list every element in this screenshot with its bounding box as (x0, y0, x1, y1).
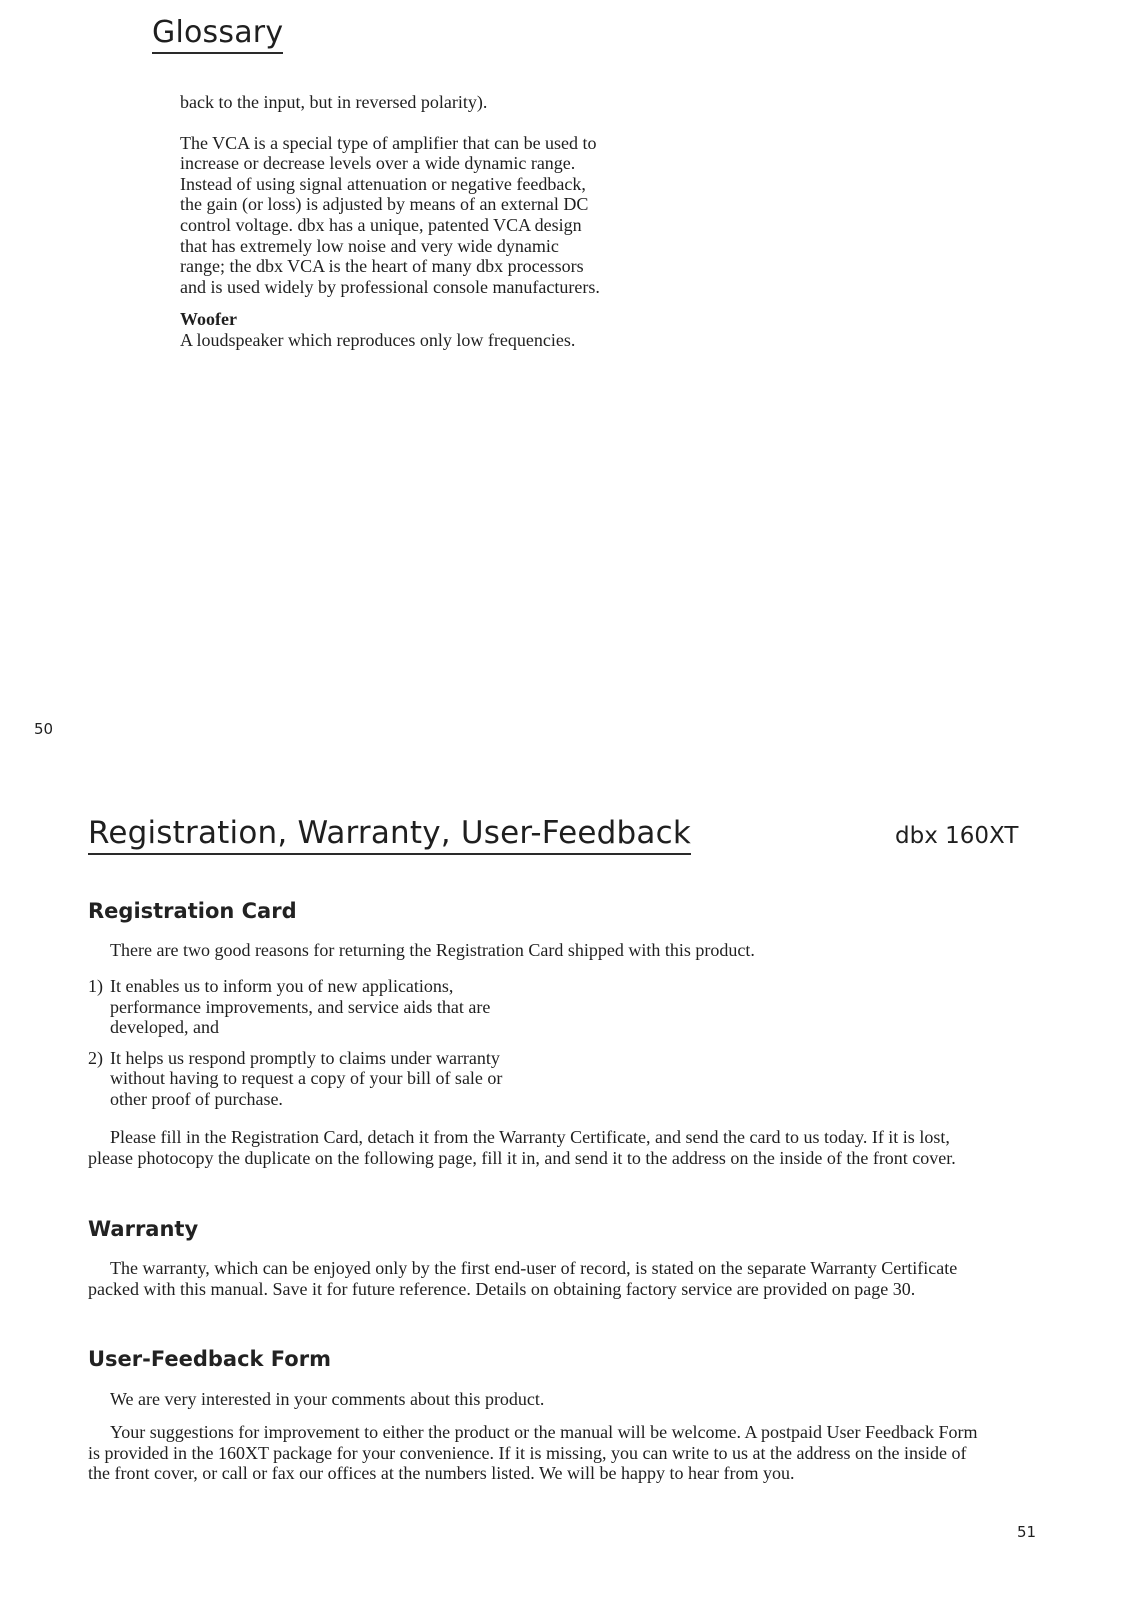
registration-instructions (88, 1127, 978, 1168)
page-number-right: 51 (1017, 1523, 1037, 1541)
user-feedback-heading: User-Feedback Form (88, 1347, 331, 1371)
registration-reasons-list (88, 976, 528, 1120)
section-title: Registration, Warranty, User-Feedback (88, 815, 691, 855)
registration-instructions-text: Please fill in the Registration Card, detach it from the Warranty Certificate, and send the card to us today. If it is lost, please photocopy the duplicate on the following page, fill it in, and send it to the address on the inside of the front cover. (88, 1127, 956, 1168)
registration-card-heading: Registration Card (88, 899, 297, 923)
list-item-text: It enables us to inform you of new applications, performance improvements, and service aids that are developed, and (110, 976, 491, 1038)
product-name: dbx 160XT (895, 823, 1019, 849)
feedback-paragraph-2 (88, 1422, 978, 1484)
list-item-number: 2) (88, 1047, 103, 1068)
warranty-paragraph (88, 1258, 978, 1299)
vca-definition-paragraph: The VCA is a special type of amplifier that can be used to increase or decrease levels over a wide dynamic range. Instead of using signal attenuation or negative feedback, the gain (or loss) is adjusted by means of an external DC control voltage. dbx has a unique, patented VCA design that has extremely low noise and very wide dynamic range; the dbx VCA is the heart of many dbx processors and is used widely by professional console manufacturers. (180, 132, 600, 297)
page-number-left: 50 (34, 720, 54, 738)
feedback-text-2: Your suggestions for improvement to either the product or the manual will be welcome. A postpaid User Feedback Form is provided in the 160XT package for your convenience. If it is missing, you can write to us at the address on the inside of the front cover, or call or fax our offices at the numbers listed. We will be happy to hear from you. (88, 1422, 978, 1484)
woofer-term: Woofer (180, 309, 237, 330)
list-item (88, 1048, 528, 1110)
list-item (88, 976, 528, 1038)
glossary-continuation-text: back to the input, but in reversed polarity). (180, 92, 488, 112)
glossary-content (180, 92, 600, 351)
feedback-paragraph-1 (88, 1389, 978, 1410)
warranty-heading: Warranty (88, 1217, 199, 1241)
registration-intro (88, 940, 978, 961)
feedback-text-1: We are very interested in your comments about this product. (110, 1389, 545, 1409)
registration-intro-text: There are two good reasons for returning the Registration Card shipped with this product. (110, 940, 755, 960)
list-item-text: It helps us respond promptly to claims under warranty without having to request a copy of your bill of sale or other proof of purchase. (110, 1047, 503, 1109)
woofer-definition: A loudspeaker which reproduces only low frequencies. (180, 329, 576, 350)
warranty-text: The warranty, which can be enjoyed only by the first end-user of record, is stated on the separate Warranty Certificate packed with this manual. Save it for future reference. Details on obtaining factory service are provided on page 30. (88, 1258, 958, 1299)
list-item-number: 1) (88, 976, 103, 996)
glossary-title: Glossary (152, 16, 283, 54)
